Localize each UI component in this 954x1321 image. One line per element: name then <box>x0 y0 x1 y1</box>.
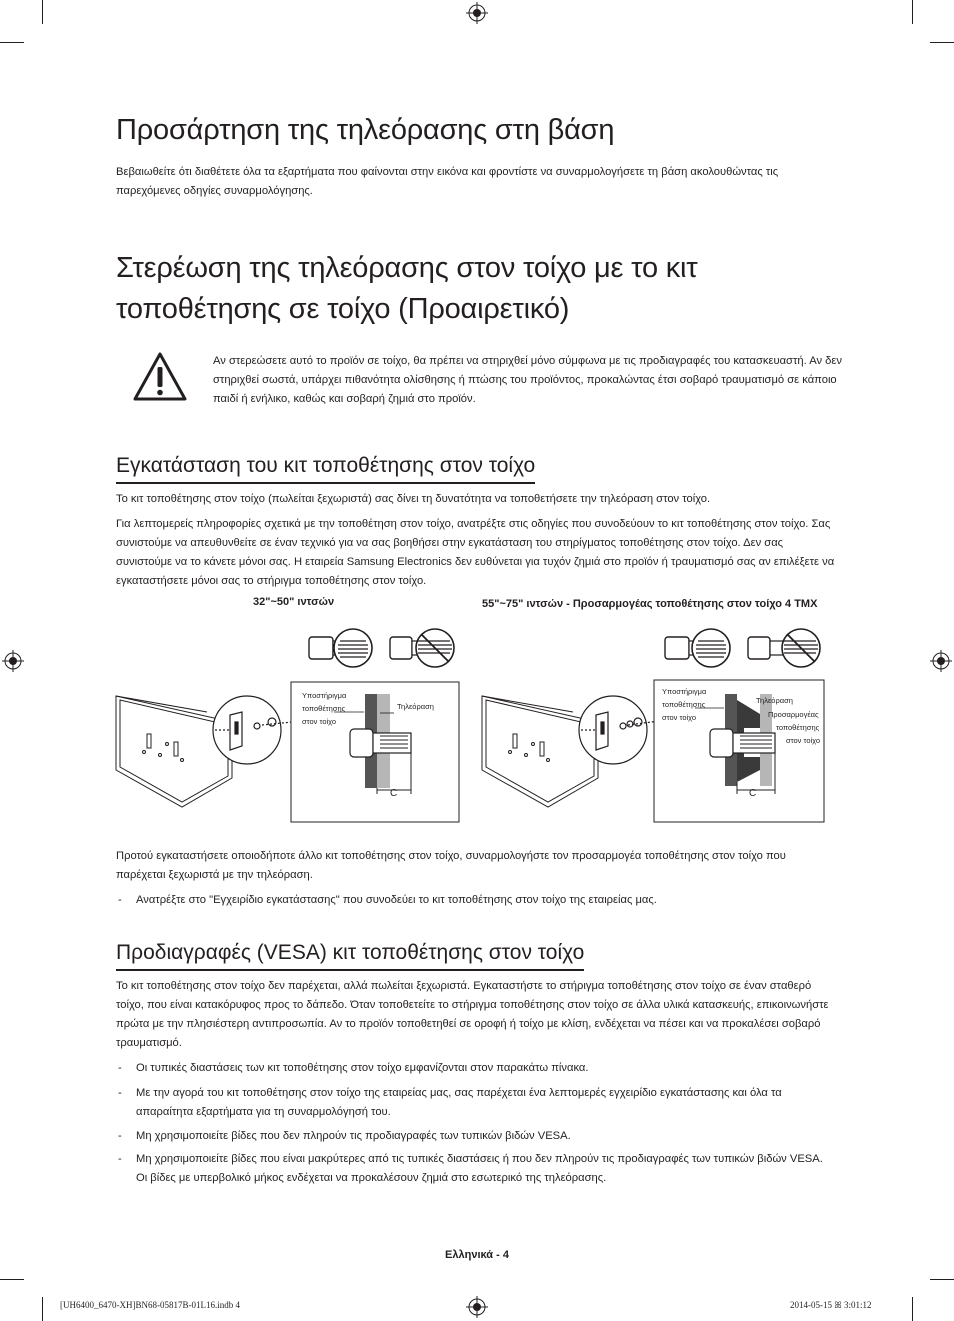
label-bracket: στον τοίχο <box>302 717 337 726</box>
label-tv: Τηλεόραση <box>756 696 793 705</box>
install-kit-para3: Προτού εγκαταστήσετε οποιοδήποτε άλλο κιτ τοποθέτησης στον τοίχο, συναρμολογήστε τον προσαρμογέα τοποθέτησης στον τοίχο που παρέχεται ξεχωριστά με την τηλεόραση. <box>116 850 786 881</box>
registration-mark-icon <box>466 1296 488 1318</box>
warning-triangle-icon <box>132 351 188 403</box>
label-c: C <box>390 788 398 799</box>
wall-mount-figure-large <box>478 612 830 824</box>
crop-mark <box>42 1297 43 1321</box>
figure-caption-small-tv: 32"~50" ιντσών <box>253 596 335 608</box>
footer-timestamp: 2014-05-15 ꕤ 3:01:12 <box>790 1300 872 1310</box>
label-bracket: τοποθέτησης <box>662 700 706 709</box>
title-underline <box>116 482 535 484</box>
list-item: - Μη χρησιμοποιείτε βίδες που δεν πληρούν τις προδιαγραφές των τυπικών βιδών VESA. <box>118 1130 571 1142</box>
list-item: - Μη χρησιμοποιείτε βίδες που είναι μακρύτερες από τις τυπικές διαστάσεις ή που δεν πληρούν τις προδιαγραφές των τυπικών βιδών VESA. Οι βίδες με υπερβολικό μήκος ενδέχεται να προκαλέσουν ζημιά στο εσωτερικό της τηλεόρασης. <box>118 1153 823 1184</box>
install-kit-para2: Για λεπτομερείς πληροφορίες σχετικά με την τοποθέτηση στον τοίχο, ανατρέξτε στις οδηγίες που συνοδεύουν το κιτ τοποθέτησης στον τοίχο. Σας συνιστούμε να απευθυνθείτε σε έναν τεχνικό για να σας βοηθήσει στην εγκατάσταση του στηρίγματος τοποθέτησης στον τοίχο. Δεν σας συνιστούμε να το κάνετε μόνοι σας. Η εταιρεία Samsung Electronics δεν ευθύνεται για τυχόν ζημιά στο προϊόν ή τραυματισμό σας αν επιλέξετε να εγκαταστήσετε μόνοι σας το στήριγμα τοποθέτησης στον τοίχο. <box>116 518 835 587</box>
label-adapter: Προσαρμογέας <box>768 710 819 719</box>
section-title-vesa <box>116 941 584 965</box>
wall-mount-figure-small <box>112 612 464 824</box>
tv-back-drawing <box>482 696 598 807</box>
section-title-wall-mount-line2: τοποθέτησης σε τοίχο (Προαιρετικό) <box>116 293 570 325</box>
install-kit-para1: Το κιτ τοποθέτησης στον τοίχο (πωλείται ξεχωριστά) σας δίνει τη δυνατότητα να τοποθετήσετε την τηλεόραση στον τοίχο. <box>116 493 711 505</box>
crop-mark <box>912 1297 913 1321</box>
title-underline <box>116 969 584 971</box>
crop-mark <box>930 42 954 43</box>
stand-instructions: Βεβαιωθείτε ότι διαθέτετε όλα τα εξαρτήματα που φαίνονται στην εικόνα και φροντίστε να συναρμολογήσετε τη βάση ακολουθώντας τις παρεχόμενες οδηγίες συναρμολόγησης. <box>116 166 779 197</box>
figure-caption-large-tv: 55"~75" ιντσών - Προσαρμογέας τοποθέτησης στον τοίχο 4 TMX <box>482 598 818 610</box>
crop-mark <box>0 1279 24 1280</box>
list-item: - Οι τυπικές διαστάσεις των κιτ τοποθέτησης στον τοίχο εμφανίζονται στον παρακάτω πίνακα. <box>118 1062 589 1074</box>
incorrect-screw-icon <box>390 629 454 667</box>
incorrect-screw-icon <box>748 629 820 667</box>
tv-back-drawing <box>116 696 232 807</box>
label-c: C <box>749 788 757 799</box>
warning-text: Αν στερεώσετε αυτό το προϊόν σε τοίχο, θα πρέπει να στηριχθεί μόνο σύμφωνα με τις προδιαγραφές του κατασκευαστή. Αν δεν στηριχθεί σωστά, υπάρχει πιθανότητα ολίσθησης ή πτώσης του προϊόντος, προκαλώντας έτσι σοβαρό τραυματισμό σε κάποιο παιδί ή ενήλικο, καθώς και σοβαρή ζημιά στο προϊόν. <box>213 355 842 405</box>
crop-mark <box>930 1279 954 1280</box>
page-number: Ελληνικά - 4 <box>445 1249 509 1261</box>
label-adapter: στον τοίχο <box>786 736 821 745</box>
vesa-title-text: Προδιαγραφές (VESA) κιτ τοποθέτησης στον τοίχο <box>116 941 585 964</box>
correct-screw-icon <box>665 629 730 667</box>
section-title-install-kit <box>116 454 535 478</box>
registration-mark-icon <box>2 650 24 672</box>
install-kit-title-text: Εγκατάσταση του κιτ τοποθέτησης στον τοίχο <box>116 454 536 477</box>
vesa-para1: Το κιτ τοποθέτησης στον τοίχο δεν παρέχεται, αλλά πωλείται ξεχωριστά. Εγκαταστήστε το στήριγμα τοποθέτησης στον τοίχο σε έναν σταθερό τοίχο, που είναι κατακόρυφος προς το δάπεδο. Όταν τοποθετείτε το στήριγμα τοποθέτησης στον τοίχο σε άλλα υλικά κατασκευής, επικοινωνήστε πρώτα με την πλησιέστερη αντιπροσωπία. Αν το προϊόν τοποθετηθεί σε οροφή ή τοίχο με κλίση, ενδέχεται να πέσει και να προκαλέσει σοβαρό τραυματισμό. <box>116 980 829 1049</box>
section-title-stand: Προσάρτηση της τηλεόρασης στη βάση <box>116 114 615 146</box>
label-bracket: Υποστήριγμα <box>302 691 347 700</box>
label-bracket: στον τοίχο <box>662 713 697 722</box>
label-bracket: τοποθέτησης <box>302 704 346 713</box>
crop-mark <box>912 0 913 24</box>
footer-file: [UH6400_6470-XH]BN68-05817B-01L16.indb 4 <box>60 1300 240 1310</box>
section-title-wall-mount-line1: Στερέωση της τηλεόρασης στον τοίχο με το κιτ <box>116 252 698 284</box>
label-bracket: Υποστήριγμα <box>662 687 707 696</box>
label-tv: Τηλεόραση <box>397 702 434 711</box>
label-adapter: τοποθέτησης <box>776 723 820 732</box>
list-item: - Με την αγορά του κιτ τοποθέτησης στον τοίχο της εταιρείας μας, σας παρέχεται ένα λεπτομερές εγχειρίδιο εγκατάστασης και όλα τα απαραίτητα εξαρτήματα για τη συναρμολόγησή του. <box>118 1087 782 1118</box>
correct-screw-icon <box>309 629 372 667</box>
registration-mark-icon <box>930 650 952 672</box>
crop-mark <box>42 0 43 24</box>
crop-mark <box>0 42 24 43</box>
registration-mark-icon <box>466 2 488 24</box>
list-item: - Ανατρέξτε στο "Εγχειρίδιο εγκατάστασης" που συνοδεύει το κιτ τοποθέτησης στον τοίχο της εταιρείας μας. <box>118 894 657 906</box>
